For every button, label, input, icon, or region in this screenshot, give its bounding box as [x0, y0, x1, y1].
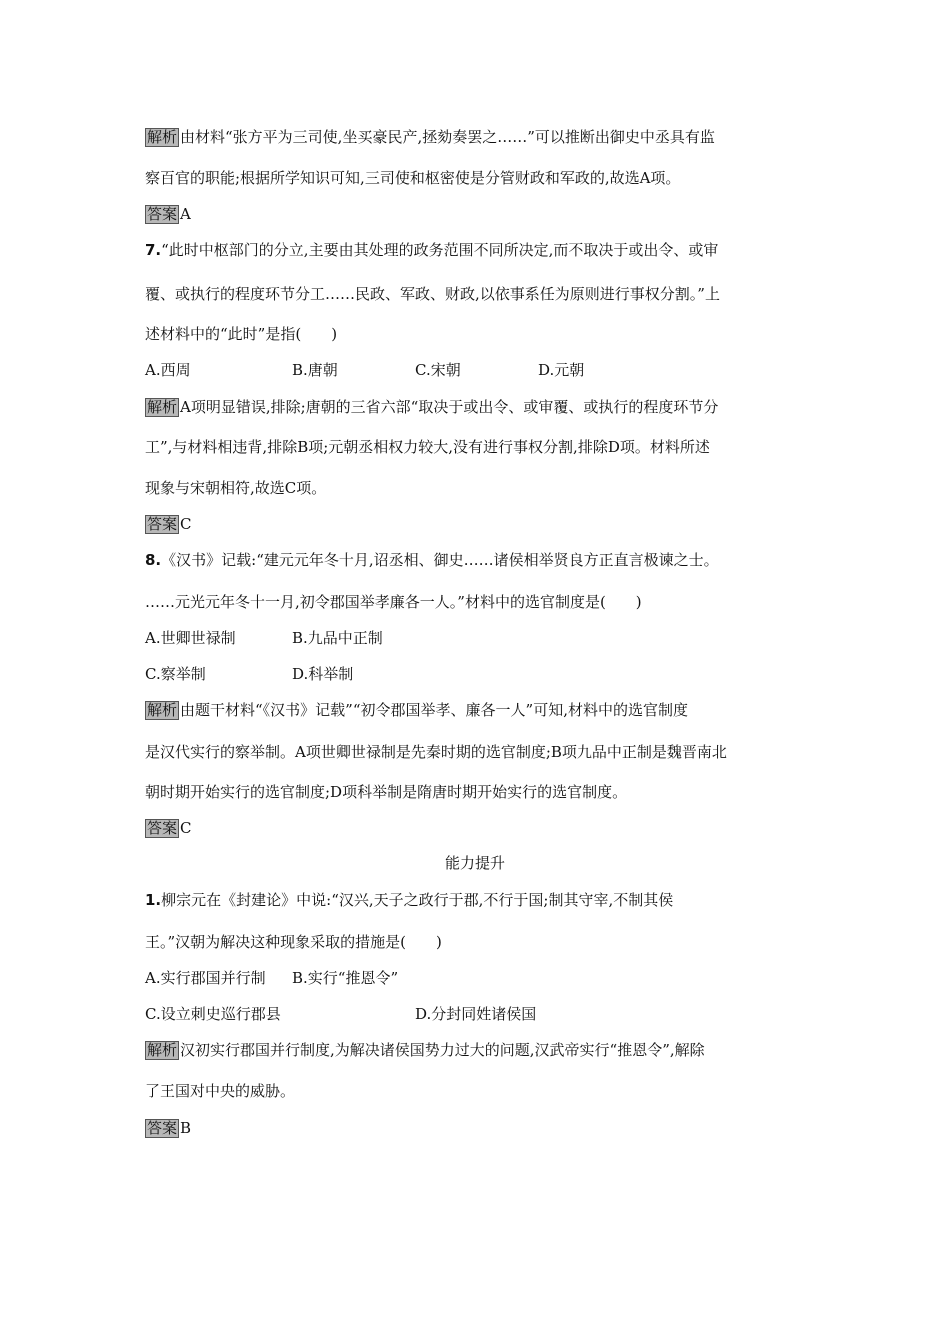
p1-option-b: B.实行“推恩令”	[292, 969, 399, 987]
q8-answer: 答案 C	[147, 819, 192, 837]
analysis-tag: 解析	[147, 701, 178, 719]
p1-option-d: D.分封同姓诸侯国	[415, 1005, 537, 1023]
q6-analysis-line-1: 解析 由材料“张方平为三司使,坐买豪民产,拯劾奏罢之……”可以推断出御史中丞具有监	[147, 128, 715, 146]
p1-answer: 答案 B	[147, 1119, 192, 1137]
q7-option-d: D.元朝	[538, 361, 585, 379]
q8-option-a: A.世卿世禄制	[145, 629, 236, 647]
section-title: 能力提升	[444, 854, 505, 872]
q6-analysis-line-2: 察百官的职能;根据所学知识可知,三司使和枢密使是分管财政和军政的,故选A项。	[145, 169, 681, 187]
q7-answer: 答案 C	[147, 515, 192, 533]
q8-option-c: C.察举制	[145, 665, 206, 683]
q8-stem-line-1: 8.《汉书》记载:“建元元年冬十月,诏丞相、御史……诸侯相举贤良方正直言极谏之士。	[145, 551, 719, 569]
p1-option-a: A.实行郡国并行制	[145, 969, 266, 987]
q8-stem-line-2: ……元光元年冬十一月,初令郡国举孝廉各一人。”材料中的选官制度是( )	[145, 593, 642, 611]
q7-analysis-line-1: 解析 A项明显错误,排除;唐朝的三省六部“取决于或出令、或审覆、或执行的程度环节分	[147, 398, 719, 416]
analysis-tag: 解析	[147, 128, 178, 146]
question-number: 8.	[145, 551, 162, 569]
q7-option-c: C.宋朝	[415, 361, 461, 379]
q7-stem-line-3: 述材料中的“此时”是指( )	[145, 325, 338, 343]
q7-option-a: A.西周	[145, 361, 191, 379]
p1-analysis-line-1: 解析 汉初实行郡国并行制度,为解决诸侯国势力过大的问题,汉武帝实行“推恩令”,解除	[147, 1041, 705, 1059]
p1-stem-line-1: 1.柳宗元在《封建论》中说:“汉兴,天子之政行于郡,不行于国;制其守宰,不制其侯	[145, 891, 674, 909]
question-number: 7.	[145, 241, 162, 259]
q7-analysis-line-2: 工”,与材料相违背,排除B项;元朝丞相权力较大,没有进行事权分割,排除D项。材料所述	[145, 438, 710, 456]
p1-stem-line-2: 王。”汉朝为解决这种现象采取的措施是( )	[145, 933, 442, 951]
q7-stem-line-1: 7.“此时中枢部门的分立,主要由其处理的政务范围不同所决定,而不取决于或出令、或审	[145, 241, 719, 259]
analysis-tag: 解析	[147, 1041, 178, 1059]
q8-option-d: D.科举制	[292, 665, 354, 683]
p1-analysis-line-2: 了王国对中央的威胁。	[145, 1082, 296, 1100]
answer-tag: 答案	[147, 1119, 178, 1137]
q8-analysis-line-3: 朝时期开始实行的选官制度;D项科举制是隋唐时期开始实行的选官制度。	[145, 783, 628, 801]
q7-option-b: B.唐朝	[292, 361, 338, 379]
answer-tag: 答案	[147, 515, 178, 533]
q7-stem-line-2: 覆、或执行的程度环节分工……民政、军政、财政,以依事系任为原则进行事权分割。”上	[145, 285, 720, 303]
analysis-tag: 解析	[147, 398, 178, 416]
q8-analysis-line-2: 是汉代实行的察举制。A项世卿世禄制是先秦时期的选官制度;B项九品中正制是魏晋南北	[145, 743, 727, 761]
answer-tag: 答案	[147, 205, 178, 223]
p1-option-c: C.设立刺史巡行郡县	[145, 1005, 281, 1023]
q7-analysis-line-3: 现象与宋朝相符,故选C项。	[145, 479, 327, 497]
q6-answer: 答案 A	[147, 205, 191, 223]
q8-analysis-line-1: 解析 由题干材料“《汉书》记载”“初令郡国举孝、廉各一人”可知,材料中的选官制度	[147, 701, 688, 719]
q8-option-b: B.九品中正制	[292, 629, 383, 647]
answer-tag: 答案	[147, 819, 178, 837]
question-number: 1.	[145, 891, 162, 909]
